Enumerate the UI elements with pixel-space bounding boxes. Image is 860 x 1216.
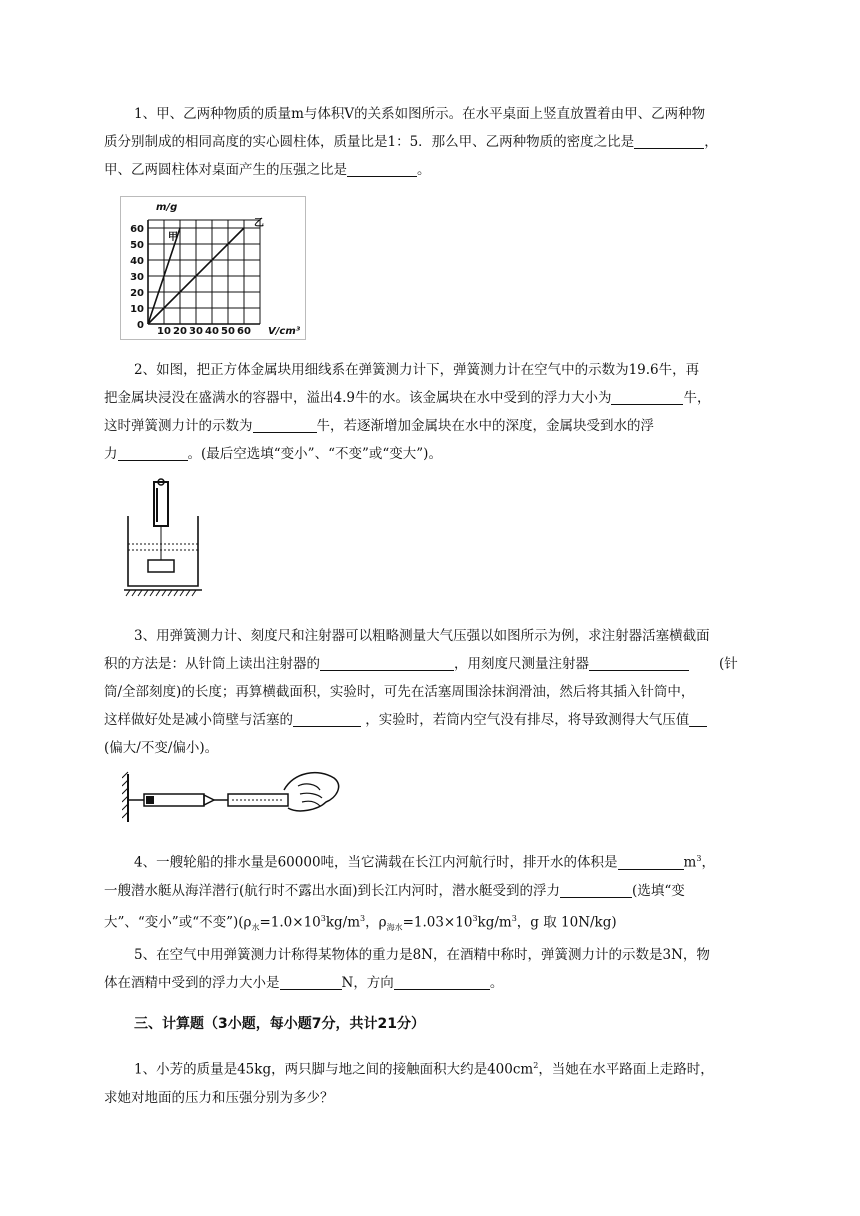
answer-blank[interactable] <box>611 388 683 405</box>
subscript: 海水 <box>386 922 403 932</box>
punct: ， <box>704 134 718 150</box>
q3-line4: 这样做好处是减小筒壁与活塞的 <box>104 712 293 728</box>
y-axis-label: m/g <box>156 202 178 213</box>
q3-line3: 筒/全部刻度)的长度；再算横截面积，实验时，可先在活塞周围涂抹润滑油，然后将其插入针筒中， <box>104 684 695 700</box>
series-label-jia: 甲 <box>168 232 178 243</box>
series-label-yi: 乙 <box>254 218 264 229</box>
punct: 。 <box>417 162 431 178</box>
answer-blank[interactable] <box>253 416 317 433</box>
x-tick-label: 60 <box>237 326 251 337</box>
unit: kg/m <box>477 914 512 930</box>
value: =1.0×10 <box>259 914 321 930</box>
exponent: 3 <box>472 913 478 923</box>
q3-line1: 3、用弹簧测力计、刻度尺和注射器可以粗略测量大气压强以如图所示为例，求注射器活塞横截面 <box>134 628 710 644</box>
punct: ，ρ <box>365 914 387 930</box>
answer-blank[interactable] <box>560 881 632 898</box>
exponent: 3 <box>511 913 517 923</box>
x-axis-label: V/cm³ <box>268 326 301 337</box>
q1-line3: 甲、乙两圆柱体对桌面产生的压强之比是 <box>104 162 347 178</box>
syringe-nozzle <box>204 795 214 805</box>
y-tick-label: 10 <box>130 304 144 315</box>
hand-outline <box>284 773 339 811</box>
question-1 <box>104 100 780 184</box>
value: =1.03×10 <box>402 914 473 930</box>
x-tick-label: 20 <box>173 326 187 337</box>
q3-line2-end: (针 <box>719 656 738 672</box>
q1-line1: 1、甲、乙两种物质的质量m与体积V的关系如图所示。在水平桌面上竖直放置着由甲、乙两种物 <box>134 106 706 122</box>
answer-blank[interactable] <box>689 710 707 727</box>
answer-blank[interactable] <box>634 132 704 149</box>
question-5 <box>104 941 780 997</box>
subscript: 水 <box>251 922 260 932</box>
answer-blank[interactable] <box>394 973 490 990</box>
q1-line2: 质分别制成的相同高度的实心圆柱体，质量比是1：5．那么甲、乙两种物质的密度之比是 <box>104 134 635 150</box>
punct: 。 <box>489 975 504 991</box>
unit-text: 牛， <box>683 390 711 406</box>
answer-blank[interactable] <box>280 973 342 990</box>
question-3 <box>104 622 780 762</box>
y-tick-label: 20 <box>130 288 144 299</box>
unit: m <box>683 854 697 871</box>
q2-line4-rest: 。(最后空选填“变小”、“不变”或“变大”)。 <box>187 446 442 462</box>
q2-line1: 2、如图，把正方体金属块用细线系在弹簧测力计下，弹簧测力计在空气中的示数为19.6牛，再 <box>134 362 700 378</box>
q3-line5: (偏大/不变/偏小)。 <box>104 740 219 756</box>
q4-line1: 4、一艘轮船的排水量是60000吨，当它满载在长江内河航行时，排开水的体积是 <box>134 854 618 871</box>
answer-blank[interactable] <box>618 853 684 870</box>
metal-block <box>148 560 174 572</box>
c1-line2: 求她对地面的压力和压强分别为多少？ <box>104 1089 334 1106</box>
x-tick-label: 10 <box>157 326 171 337</box>
q5-line2-mid: N，方向 <box>341 975 394 991</box>
y-tick-label: 30 <box>130 272 144 283</box>
answer-blank[interactable] <box>293 710 361 727</box>
calc-question-1 <box>104 1052 780 1112</box>
table-hatching <box>126 590 196 596</box>
question-2 <box>104 356 780 468</box>
q5-line1: 5、在空气中用弹簧测力计称得某物体的重力是8N，在酒精中称时，弹簧测力计的示数是3N，物 <box>134 947 710 963</box>
q5-line2: 体在酒精中受到的浮力大小是 <box>104 975 280 991</box>
mass-volume-chart <box>120 196 306 340</box>
q4-line2-rest: (选填“变 <box>632 882 685 899</box>
exponent: 3 <box>320 913 326 923</box>
c1-line1-rest: ，当她在水平路面上走路时， <box>538 1061 714 1078</box>
answer-blank[interactable] <box>118 444 188 461</box>
q4-line3: 大”、“变小”或“不变”)(ρ <box>104 914 252 930</box>
q3-line4-rest: ，实验时，若筒内空气没有排尽，将导致测得大气压值 <box>365 712 690 728</box>
hand-fingers <box>298 784 322 806</box>
q3-line2-mid: ，用刻度尺测量注射器 <box>454 656 589 672</box>
y-tick-label: 0 <box>137 320 144 331</box>
punct: ， <box>701 854 715 871</box>
answer-blank[interactable] <box>589 654 689 671</box>
unit-exponent: 3 <box>696 854 702 863</box>
syringe-figure <box>122 764 344 828</box>
x-tick-label: 50 <box>221 326 235 337</box>
q2-line3: 这时弹簧测力计的示数为 <box>104 418 253 434</box>
x-tick-label: 30 <box>189 326 203 337</box>
y-tick-label: 60 <box>130 224 144 235</box>
q2-line4: 力 <box>104 446 118 462</box>
q3-line2: 积的方法是：从针筒上读出注射器的 <box>104 656 320 672</box>
answer-blank[interactable] <box>347 160 417 177</box>
q2-line2: 把金属块浸没在盛满水的容器中，溢出4.9牛的水。该金属块在水中受到的浮力大小为 <box>104 390 612 406</box>
exponent: 2 <box>533 1061 539 1070</box>
section-heading-calculation: 三、计算题（3小题，每小题7分，共计21分） <box>134 1016 425 1032</box>
spring-scale-water-figure <box>122 478 206 598</box>
exponent: 3 <box>360 913 366 923</box>
question-4 <box>104 845 780 942</box>
syringe-plunger-end <box>146 796 154 804</box>
q2-line3-rest: 牛，若逐渐增加金属块在水中的深度，金属块受到水的浮 <box>316 418 654 434</box>
x-tick-label: 40 <box>205 326 219 337</box>
c1-line1: 1、小芳的质量是45kg，两只脚与地之间的接触面积大约是400cm <box>134 1061 534 1078</box>
answer-blank[interactable] <box>320 654 454 671</box>
q4-line3-rest: ，g 取 10N/kg) <box>516 914 617 930</box>
q4-line2: 一艘潜水艇从海洋潜行(航行时不露出水面)到长江内河时，潜水艇受到的浮力 <box>104 882 561 899</box>
y-tick-label: 50 <box>130 240 144 251</box>
y-tick-label: 40 <box>130 256 144 267</box>
unit: kg/m <box>325 914 361 930</box>
